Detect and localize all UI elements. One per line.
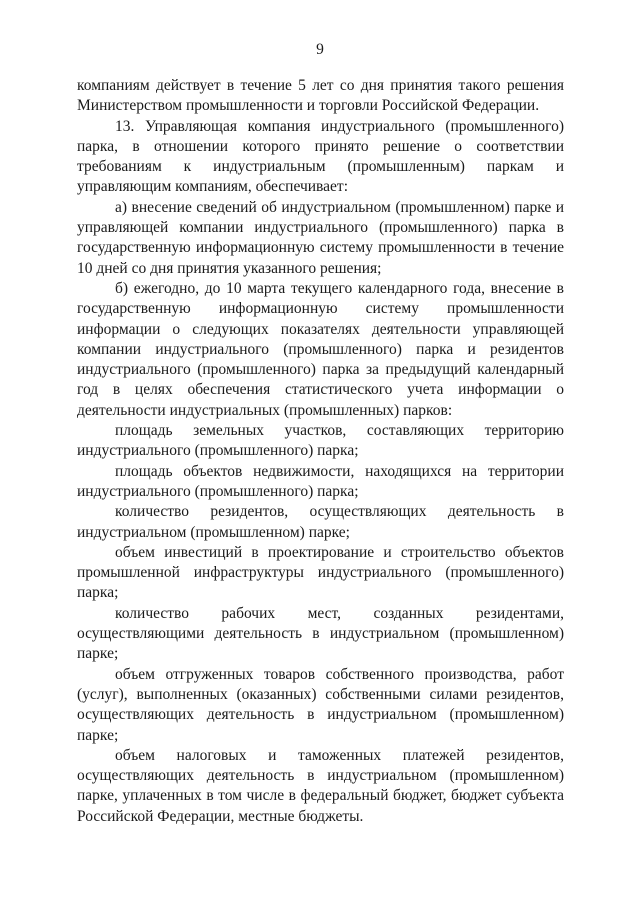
paragraph-item-13: 13. Управляющая компания индустриального (промышленного) парка, в отношении которого принято решение о соответствии требованиям к индустриальным (промышленным) паркам и управляющим компаниям, обеспечивает: <box>77 117 564 196</box>
paragraph-indicator-jobs: количество рабочих мест, созданных резидентами, осуществляющими деятельность в индустриальном (промышленном) парке; <box>77 604 564 663</box>
document-body <box>77 76 564 827</box>
paragraph-indicator-shipped-goods: объем отгруженных товаров собственного производства, работ (услуг), выполненных (оказанных) собственными силами резидентов, осуществляющих деятельность в индустриальном (промышленном) парке; <box>77 665 564 744</box>
paragraph-indicator-residents-count: количество резидентов, осуществляющих деятельность в индустриальном (промышленном) парке; <box>77 503 564 541</box>
paragraph-subitem-b: б) ежегодно, до 10 марта текущего календарного года, внесение в государственную информационную систему промышленности информации о следующих показателях деятельности управляющей компании индустриального (промышленного) парка и резидентов индустриального (промышленного) парка за предыдущий календарный год в целях обеспечения статистического учета информации о деятельности индустриальных (промышленных) парков: <box>77 279 564 419</box>
paragraph-indicator-land-area: площадь земельных участков, составляющих территорию индустриального (промышленного) парка; <box>77 422 564 460</box>
paragraph-subitem-a: а) внесение сведений об индустриальном (промышленном) парке и управляющей компании индустриального (промышленного) парка в государственную информационную систему промышленности в течение 10 дней со дня принятия указанного решения; <box>77 198 564 277</box>
page-number: 9 <box>316 41 324 58</box>
paragraph-indicator-real-estate-area: площадь объектов недвижимости, находящихся на территории индустриального (промышленного) парка; <box>77 462 564 500</box>
paragraph-indicator-investments: объем инвестиций в проектирование и строительство объектов промышленной инфраструктуры индустриального (промышленного) парка; <box>77 543 564 602</box>
paragraph-continuation: компаниям действует в течение 5 лет со дня принятия такого решения Министерством промышленности и торговли Российской Федерации. <box>77 77 564 115</box>
paragraph-indicator-tax-payments: объем налоговых и таможенных платежей резидентов, осуществляющих деятельность в индустриальном (промышленном) парке, уплаченных в том числе в федеральный бюджет, бюджет субъекта Российской Федерации, местные бюджеты. <box>77 746 564 825</box>
